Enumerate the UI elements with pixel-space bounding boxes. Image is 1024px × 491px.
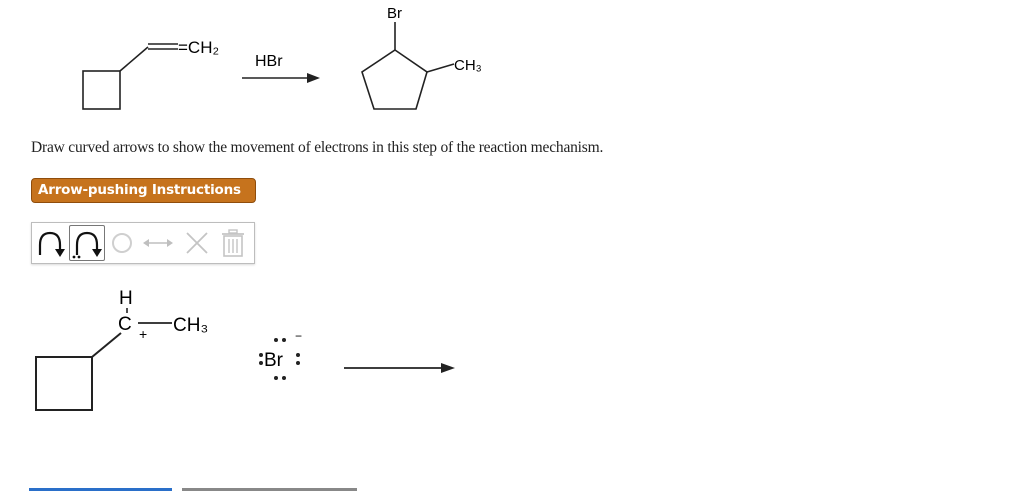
bond-line [92,333,121,357]
lone-pair-electron[interactable] [282,376,286,380]
lone-pair-electron[interactable] [274,376,278,380]
single-curved-arrow-icon [34,225,67,261]
electron-pair-curved-arrow-icon [70,226,104,260]
negative-charge: − [295,329,303,343]
arrow-toolbar [31,222,255,264]
delete-tool[interactable] [180,225,214,261]
bromide-label[interactable]: Br [264,350,283,371]
mechanism-cyclobutane-ring [36,357,92,410]
reaction-scheme [0,0,520,125]
clear-all-tool[interactable] [216,225,250,261]
bond-line [120,47,148,71]
hydrogen-label[interactable]: H [119,288,133,309]
resonance-arrow-tool[interactable] [139,225,177,261]
product-br-label: Br [387,5,402,22]
product-ch3-label: CH₃ [454,57,482,74]
lone-pair-electron[interactable] [259,361,263,365]
electron-pair-curved-arrow-tool[interactable] [69,225,105,261]
cyclobutane-ring [83,71,120,109]
positive-charge: + [139,326,148,342]
mechanism-canvas[interactable] [0,270,520,430]
lone-pair-electron[interactable] [274,338,278,342]
lone-pair-electron[interactable] [296,353,300,357]
carbocation-carbon-label[interactable]: C [118,314,132,335]
lone-pair-electron[interactable] [296,361,300,365]
reaction-arrowhead [307,73,320,83]
trash-icon [216,225,250,261]
delete-x-icon [180,225,214,261]
single-curved-arrow-tool[interactable] [34,225,67,261]
resonance-double-arrow-icon [139,225,177,261]
lone-pair-electron[interactable] [282,338,286,342]
cyclopentane-ring [362,50,427,109]
mechanism-arrowhead [441,363,455,373]
reagent-label: HBr [255,53,283,70]
arrow-pushing-instructions-button[interactable]: Arrow-pushing Instructions [31,178,256,203]
ring-cycle-icon [108,225,136,261]
reactant-ch2-label: =CH₂ [178,38,220,57]
methyl-label[interactable]: CH₃ [173,315,209,336]
ring-cycle-tool[interactable] [108,225,136,261]
instruction-text: Draw curved arrows to show the movement of electrons in this step of the reaction mechanism. [31,139,604,156]
bond-line [427,64,454,72]
lone-pair-electron[interactable] [259,353,263,357]
